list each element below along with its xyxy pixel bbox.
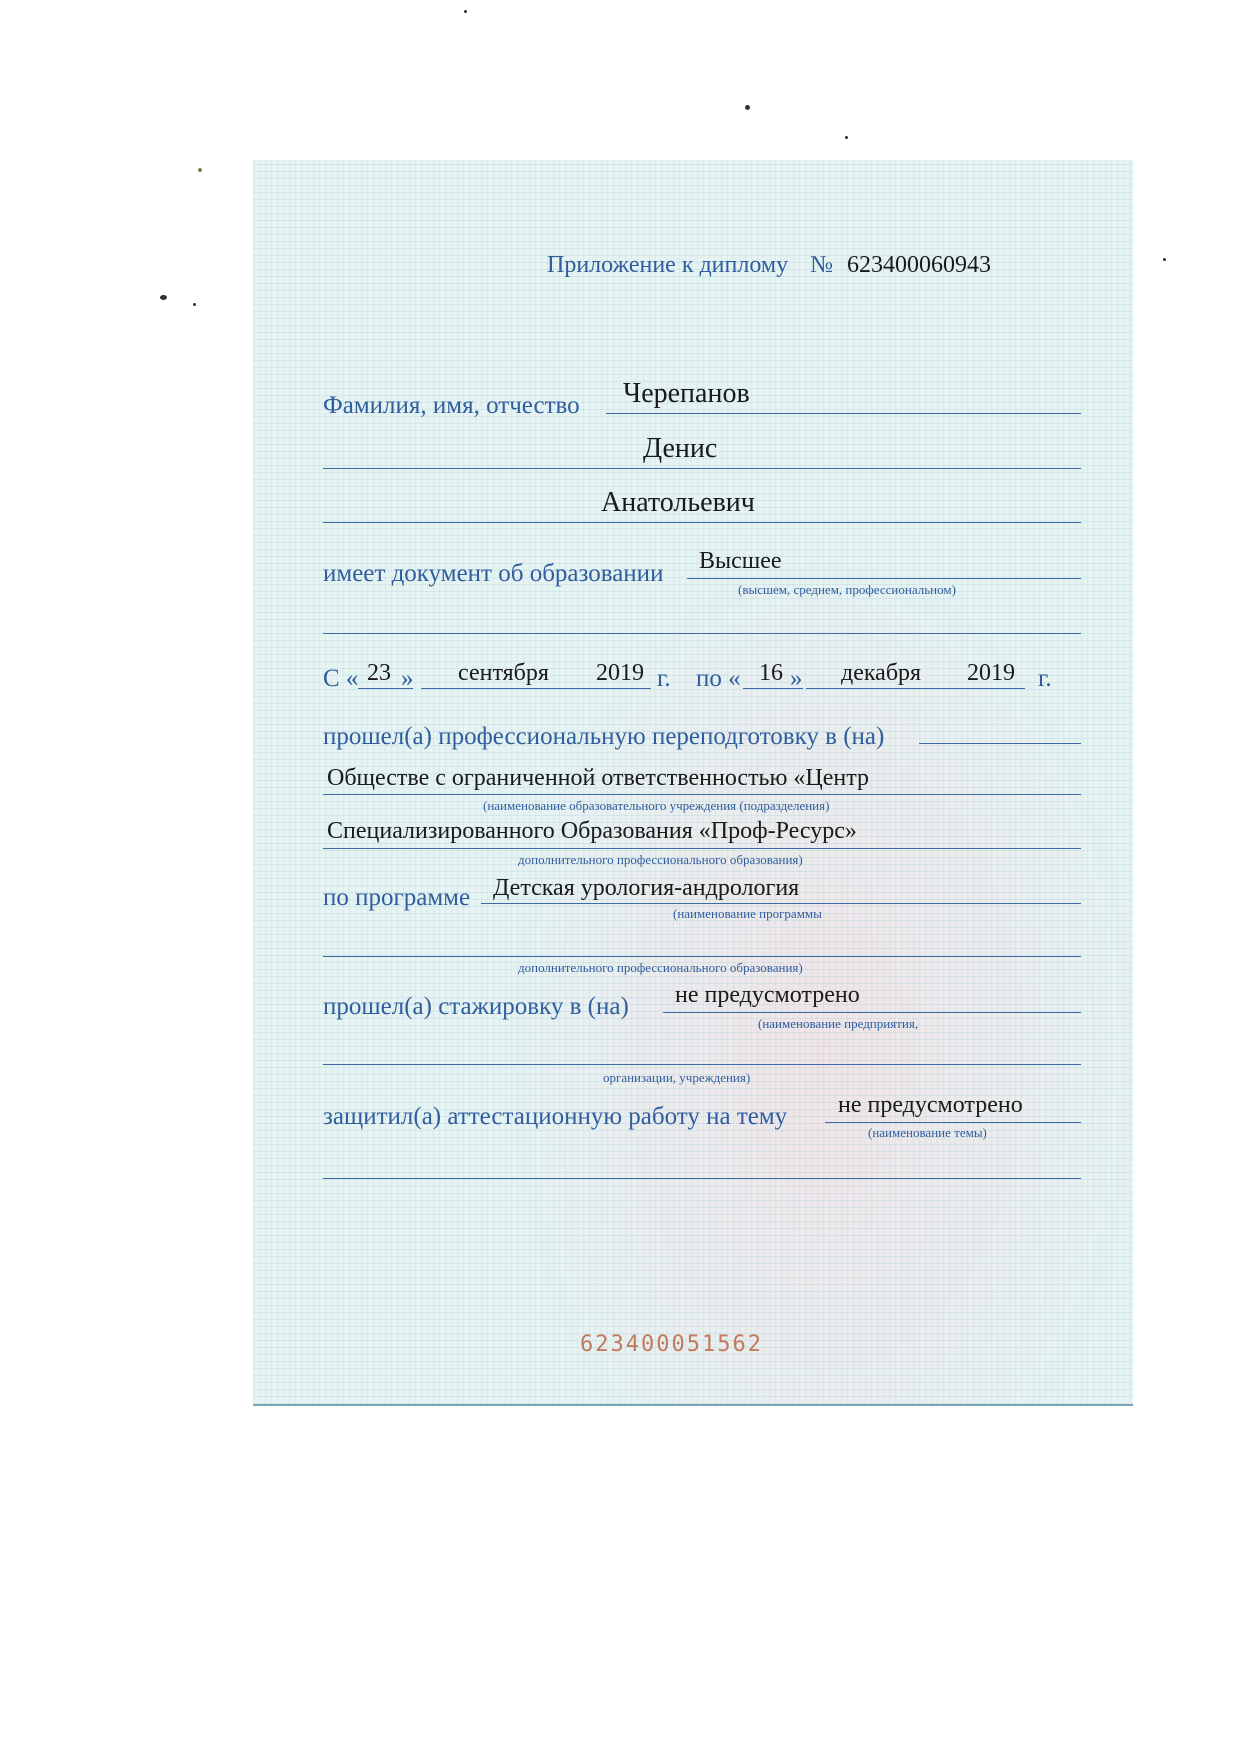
internship-line-2 [323, 1064, 1081, 1065]
internship-line [663, 1012, 1081, 1013]
period-from-prefix: С « [323, 665, 359, 692]
period-from-year: 2019 [596, 660, 644, 686]
period-to-year: 2019 [967, 660, 1015, 686]
program-line [481, 903, 1081, 904]
period-from-day: 23 [367, 660, 391, 686]
period-from-year-suffix: г. [657, 665, 671, 692]
period-from-month-line [421, 688, 593, 689]
surname-value: Черепанов [623, 378, 750, 409]
internship-label: прошел(а) стажировку в (на) [323, 993, 629, 1020]
scan-speck [845, 136, 848, 139]
retraining-org-hint1: (наименование образовательного учреждения (подразделения) [483, 798, 830, 813]
diploma-supplement-sheet [253, 160, 1133, 1406]
period-to-day: 16 [759, 660, 783, 686]
internship-hint1: (наименование предприятия, [758, 1016, 919, 1031]
period-to-month: декабря [841, 660, 922, 686]
retraining-org-line2-rule [323, 848, 1081, 849]
serial-number: 623400051562 [580, 1332, 763, 1357]
name-value: Денис [643, 433, 718, 464]
education-hint: (высшем, среднем, профессиональном) [738, 582, 956, 597]
education-line-2 [323, 633, 1081, 634]
period-to-prefix: по « [696, 665, 741, 692]
education-value: Высшее [699, 548, 782, 574]
period-to-year-line [965, 688, 1025, 689]
scan-speck [745, 105, 750, 110]
patronymic-value: Анатольевич [601, 487, 755, 518]
diploma-number: 623400060943 [846, 252, 991, 278]
internship-hint2: организации, учреждения) [603, 1070, 751, 1085]
thesis-line-2 [323, 1178, 1081, 1179]
period-to-year-suffix: г. [1038, 665, 1052, 692]
scan-speck [193, 303, 196, 306]
internship-value: не предусмотрено [675, 982, 860, 1008]
program-label: по программе [323, 884, 471, 911]
scan-speck [1163, 258, 1166, 261]
document-title: Приложение к диплому № 623400060943 [547, 252, 991, 278]
patronymic-line [323, 522, 1081, 523]
education-line [687, 578, 1081, 579]
scan-speck [464, 10, 467, 13]
program-line-2 [323, 956, 1081, 957]
period-to-day-line [743, 688, 803, 689]
number-sign: № [810, 252, 833, 278]
scan-speck [160, 295, 167, 300]
fio-label: Фамилия, имя, отчество [323, 392, 580, 419]
retraining-org-line1-rule [323, 794, 1081, 795]
thesis-value: не предусмотрено [838, 1092, 1023, 1118]
retraining-label-line [919, 743, 1081, 744]
period-to-quote: » [790, 665, 803, 692]
name-line [323, 468, 1081, 469]
period-from-day-line [358, 688, 413, 689]
education-label: имеет документ об образовании [323, 560, 664, 587]
program-value: Детская урология-андрология [493, 875, 800, 901]
thesis-hint: (наименование темы) [868, 1125, 987, 1140]
period-from-quote: » [401, 665, 414, 692]
retraining-org-hint2: дополнительного профессионального образования) [518, 852, 803, 867]
program-hint1: (наименование программы [673, 906, 822, 921]
retraining-org-line1: Обществе с ограниченной ответственностью «Центр [327, 765, 870, 791]
program-hint2: дополнительного профессионального образования) [518, 960, 803, 975]
thesis-label: защитил(а) аттестационную работу на тему [323, 1103, 788, 1130]
period-to-month-line [806, 688, 968, 689]
period-from-month: сентября [458, 660, 549, 686]
retraining-org-line2: Специализированного Образования «Проф-Ресурс» [327, 818, 857, 844]
thesis-line [825, 1122, 1081, 1123]
period-from-year-line [593, 688, 651, 689]
retraining-label: прошел(а) профессиональную переподготовку в (на) [323, 723, 885, 750]
scan-speck [198, 168, 202, 172]
surname-line [606, 413, 1081, 414]
